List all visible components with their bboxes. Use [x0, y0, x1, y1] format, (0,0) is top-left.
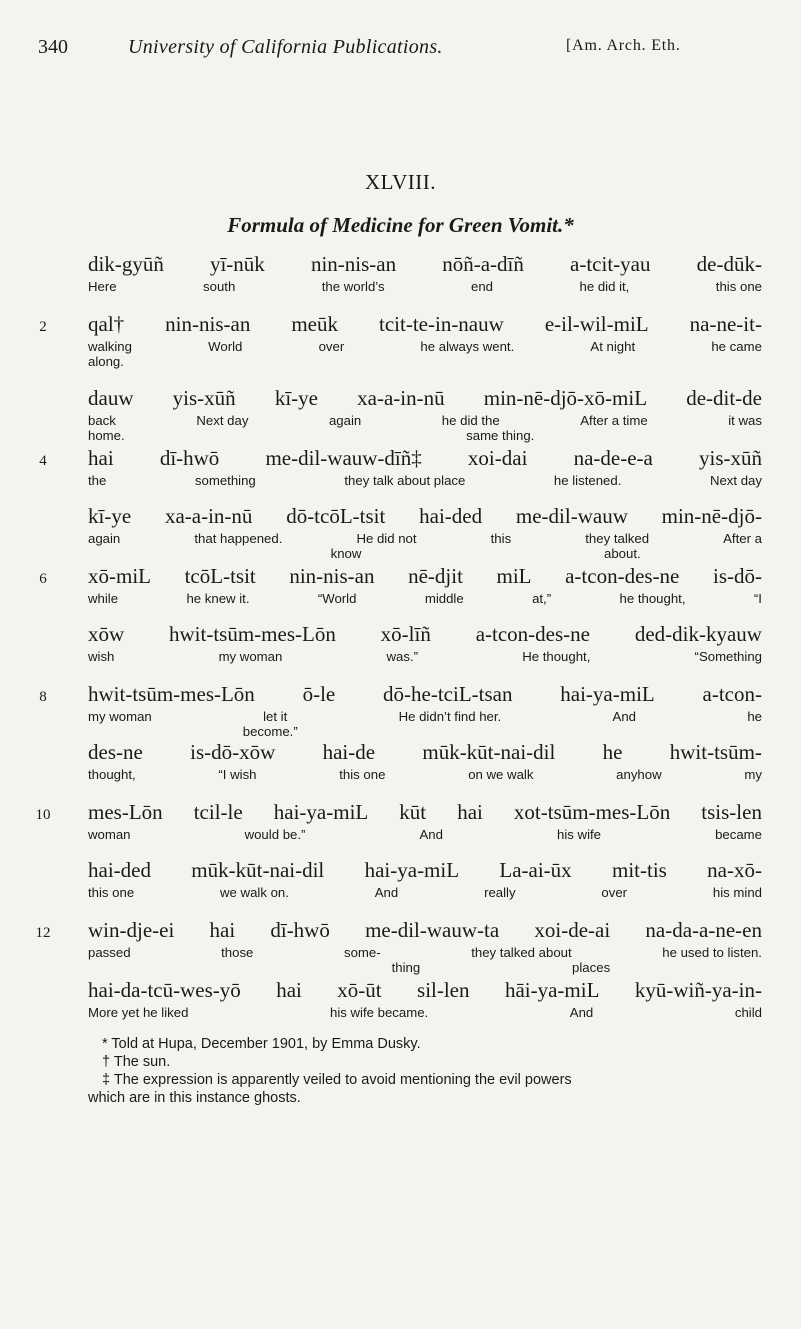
gloss-word: places [572, 960, 611, 975]
gloss-word: child [734, 1005, 762, 1020]
native-word: hai-da-tcū-wes-yō [88, 978, 241, 1002]
gloss-word: that happened. [194, 531, 283, 546]
native-word: tsis-len [701, 800, 762, 824]
gloss-word: he used to listen. [662, 945, 762, 960]
publication-title: University of California Publications. [128, 36, 443, 58]
gloss-word: while [88, 591, 119, 606]
native-line [88, 918, 762, 943]
gloss-word: the world’s [321, 279, 385, 294]
gloss-word: he did the [441, 413, 500, 428]
footnote: which are in this instance ghosts. [88, 1090, 301, 1106]
native-word: ō-le [302, 682, 336, 706]
native-word: nin-nis-an [165, 312, 251, 336]
native-word: hai-ya-miL [273, 800, 369, 824]
native-word: dō-tcōL-tsit [286, 504, 386, 528]
gloss-line [88, 827, 762, 842]
native-word: kī-ye [274, 386, 318, 410]
native-word: dī-hwō [159, 446, 220, 470]
gloss-word: After a [723, 531, 762, 546]
native-word: e-il-wil-miL [544, 312, 649, 336]
gloss-line [88, 339, 762, 354]
gloss-word: something [194, 473, 256, 488]
gloss-word: his wife became. [330, 1005, 429, 1020]
gloss-word: wish [88, 649, 115, 664]
gloss-word: he knew it. [186, 591, 250, 606]
gloss-word: let it [263, 709, 288, 724]
native-word: hai-de [322, 740, 376, 764]
native-word: na-xō- [707, 858, 762, 882]
gloss-word: again [328, 413, 362, 428]
native-word: xōw [88, 622, 125, 646]
gloss-word: More yet he liked [88, 1005, 189, 1020]
native-word: xa-a-in-nū [164, 504, 253, 528]
gloss-word: “I wish [218, 767, 257, 782]
native-word: a-tcon- [702, 682, 762, 706]
gloss-word: about. [603, 546, 641, 561]
native-word: kyū-wiñ-ya-in- [634, 978, 762, 1002]
gloss-word: the [88, 473, 107, 488]
native-word: hāi-ya-miL [504, 978, 600, 1002]
native-word: min-nē-djō-xō-miL [483, 386, 648, 410]
native-word: miL [496, 564, 532, 588]
gloss-word: this [490, 531, 512, 546]
gloss-word: Next day [709, 473, 762, 488]
gloss-word: And [569, 1005, 594, 1020]
gloss-word: south [203, 279, 236, 294]
native-word: hai-ded [88, 858, 151, 882]
gloss-word: passed [88, 945, 131, 960]
native-word: hai [88, 446, 114, 470]
gloss-word: And [612, 709, 636, 724]
gloss-word: know [330, 546, 362, 561]
native-word: nin-nis-an [310, 252, 397, 276]
gloss-word: He did not [356, 531, 417, 546]
native-word: tcit-te-in-nauw [379, 312, 504, 336]
native-word: dik-gyūñ [88, 252, 164, 276]
native-word: hai-ya-miL [364, 858, 460, 882]
gloss-word: back [88, 413, 116, 428]
native-line [88, 800, 762, 825]
native-word: dauw [88, 386, 134, 410]
gloss-line [88, 279, 762, 294]
footnote: ‡ The expression is apparently veiled to avoid mentioning the evil powers [102, 1072, 572, 1088]
native-word: hai-ya-miL [560, 682, 655, 706]
gloss-word: He thought, [522, 649, 591, 664]
native-word: dō-he-tciL-tsan [383, 682, 513, 706]
native-word: he [602, 740, 623, 764]
native-word: me-dil-wauw [515, 504, 628, 528]
native-line [88, 978, 762, 1003]
series-label: [Am. Arch. Eth. [566, 37, 681, 54]
footnotes [88, 1035, 778, 1107]
gloss-word: over [601, 885, 628, 900]
gloss-word: walking [88, 339, 132, 354]
native-word: hai [457, 800, 483, 824]
native-word: yis-xūñ [172, 386, 236, 410]
native-word: mūk-kūt-nai-dil [191, 858, 325, 882]
native-word: ded-dik-kyauw [634, 622, 762, 646]
native-word: dī-hwō [270, 918, 330, 942]
native-word: kī-ye [88, 504, 132, 528]
native-word: na-de-e-a [573, 446, 653, 470]
native-line [88, 622, 762, 647]
native-word: xot-tsūm-mes-Lōn [513, 800, 671, 824]
native-word: win-dje-ei [88, 918, 175, 942]
native-word: na-da-a-ne-en [645, 918, 762, 942]
native-word: a-tcon-des-ne [565, 564, 680, 588]
gloss-word: my woman [218, 649, 283, 664]
native-word: sil-len [417, 978, 470, 1002]
native-word: mūk-kūt-nai-dil [422, 740, 556, 764]
native-word: de-dūk- [696, 252, 762, 276]
gloss-word: became [715, 827, 762, 842]
gloss-word: “I [753, 591, 762, 606]
native-word: des-ne [88, 740, 143, 764]
native-word: xoi-dai [467, 446, 528, 470]
native-word: me-dil-wauw-ta [365, 918, 500, 942]
gloss-word: at,” [532, 591, 552, 606]
native-line [88, 504, 762, 529]
gloss-word: After a time [580, 413, 648, 428]
native-word: yī-nūk [209, 252, 265, 276]
gloss-line [88, 354, 762, 369]
native-word: xō-ūt [337, 978, 382, 1002]
native-word: hai [276, 978, 302, 1002]
native-word: mes-Lōn [88, 800, 163, 824]
native-word: hwit-tsūm- [669, 740, 762, 764]
gloss-line [88, 960, 762, 975]
gloss-line [88, 546, 762, 561]
native-line [88, 682, 762, 707]
gloss-line [88, 709, 762, 724]
gloss-word: this one [88, 885, 135, 900]
footnote: † The sun. [102, 1054, 171, 1070]
native-word: kūt [399, 800, 427, 824]
native-word: is-dō-xōw [190, 740, 276, 764]
gloss-word: thing [391, 960, 421, 975]
native-word: nē-djit [408, 564, 463, 588]
gloss-word: end [471, 279, 494, 294]
gloss-line [88, 649, 762, 664]
gloss-word: Here [88, 279, 117, 294]
native-line [88, 312, 762, 337]
formula-title: Formula of Medicine for Green Vomit.* [227, 213, 574, 237]
native-word: de-dit-de [686, 386, 762, 410]
native-word: La-ai-ūx [499, 858, 572, 882]
running-header [0, 36, 801, 66]
line-number: 6 [39, 571, 47, 587]
gloss-word: woman [88, 827, 131, 842]
native-line [88, 858, 762, 883]
gloss-word: we walk on. [220, 885, 289, 900]
gloss-word: it was [728, 413, 762, 428]
native-word: xō-līñ [380, 622, 431, 646]
native-word: hai [209, 918, 236, 942]
native-word: na-ne-it- [689, 312, 762, 336]
line-number: 8 [39, 689, 47, 705]
native-word: mit-tis [611, 858, 667, 882]
native-word: nōñ-a-dīñ [442, 252, 524, 276]
gloss-word: he [747, 709, 762, 724]
native-word: meūk [291, 312, 338, 336]
gloss-word: my [744, 767, 762, 782]
native-line [88, 386, 762, 411]
gloss-word: really [484, 885, 516, 900]
native-word: hwit-tsūm-mes-Lōn [88, 682, 255, 706]
gloss-word: on we walk [468, 767, 534, 782]
gloss-line [88, 885, 762, 900]
footnote: * Told at Hupa, December 1901, by Emma Dusky. [102, 1036, 421, 1052]
gloss-word: home. [88, 428, 125, 443]
native-word: a-tcit-yau [570, 252, 651, 276]
native-word: is-dō- [712, 564, 762, 588]
gloss-word: he thought, [619, 591, 686, 606]
gloss-word: those [221, 945, 254, 960]
gloss-word: thought, [88, 767, 136, 782]
native-word: hai-ded [419, 504, 483, 528]
gloss-line [88, 413, 762, 428]
gloss-word: he always went. [420, 339, 515, 354]
gloss-word: At night [590, 339, 636, 354]
gloss-line [88, 1005, 762, 1020]
line-number: 10 [35, 807, 51, 823]
gloss-word: they talk about place [344, 473, 466, 488]
native-word: qal† [88, 312, 125, 336]
line-number: 2 [39, 319, 47, 335]
native-line [88, 740, 762, 765]
native-line [88, 446, 762, 471]
gloss-word: again [88, 531, 121, 546]
native-word: yis-xūñ [698, 446, 762, 470]
gloss-word: “World [317, 591, 357, 606]
line-number: 12 [35, 925, 51, 941]
section-title: XLVIII. [365, 170, 436, 194]
gloss-word: my woman [88, 709, 152, 724]
gloss-word: And [374, 885, 399, 900]
native-line [88, 252, 762, 277]
native-word: nin-nis-an [289, 564, 375, 588]
gloss-line [88, 724, 762, 739]
gloss-word: World [208, 339, 243, 354]
native-word: a-tcon-des-ne [475, 622, 590, 646]
gloss-word: this one [715, 279, 762, 294]
native-word: hwit-tsūm-mes-Lōn [169, 622, 336, 646]
native-word: xoi-de-ai [534, 918, 611, 942]
native-word: min-nē-djō- [661, 504, 762, 528]
gloss-word: he listened. [553, 473, 622, 488]
gloss-word: would be.” [244, 827, 306, 842]
line-number: 4 [39, 453, 47, 469]
gloss-word: Next day [196, 413, 249, 428]
gloss-line [88, 591, 762, 606]
gloss-word: he came [711, 339, 762, 354]
gloss-word: his wife [557, 827, 602, 842]
gloss-word: some- [343, 945, 381, 960]
gloss-word: become.” [242, 724, 298, 739]
page-number: 340 [38, 36, 68, 58]
gloss-word: same thing. [466, 428, 535, 443]
gloss-word: along. [88, 354, 124, 369]
native-word: me-dil-wauw-dīñ‡ [265, 446, 422, 470]
native-word: tcil-le [193, 800, 243, 824]
native-word: tcōL-tsit [184, 564, 256, 588]
gloss-line [88, 767, 762, 782]
gloss-word: He didn’t find her. [398, 709, 502, 724]
gloss-word: over [318, 339, 345, 354]
native-word: xa-a-in-nū [357, 386, 445, 410]
gloss-word: anyhow [616, 767, 662, 782]
gloss-word: they talked [585, 531, 650, 546]
gloss-word: they talked about [471, 945, 572, 960]
gloss-word: he did it, [579, 279, 630, 294]
gloss-word: middle [424, 591, 464, 606]
gloss-word: “Something [694, 649, 762, 664]
gloss-word: was.” [386, 649, 419, 664]
gloss-line [88, 473, 762, 488]
native-line [88, 564, 762, 589]
gloss-line [88, 428, 762, 443]
gloss-word: his mind [712, 885, 762, 900]
gloss-word: this one [339, 767, 386, 782]
gloss-word: And [419, 827, 443, 842]
native-word: xō-miL [88, 564, 151, 588]
gloss-line [88, 531, 762, 546]
gloss-line [88, 945, 762, 960]
